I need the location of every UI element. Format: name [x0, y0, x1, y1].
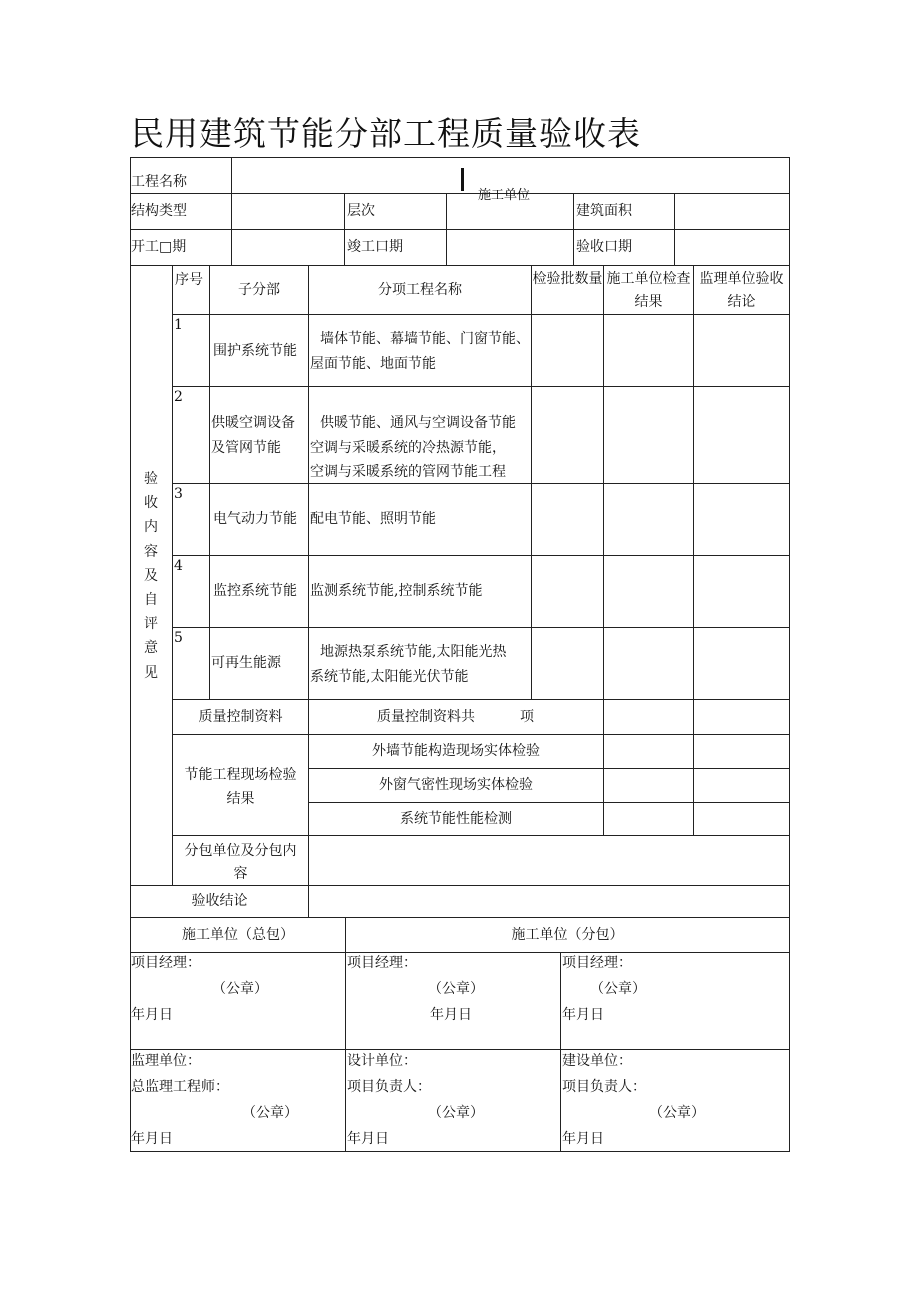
grid-line: [130, 265, 790, 266]
site-test-item: 外窗气密性现场实体检验: [379, 777, 533, 793]
acceptance-date-label: 验收口期: [576, 239, 632, 255]
floors-label: 层次: [347, 203, 375, 219]
grid-line: [345, 917, 346, 1152]
row-item-line: 监测系统节能,控制系统节能: [310, 583, 483, 599]
col-header-contractor-check: 施工单位检查结果: [606, 271, 691, 310]
row-sub-division: 监控系统节能: [213, 583, 297, 599]
sign-date: 年月日: [562, 1007, 604, 1023]
seal-label: （公章）: [428, 1105, 484, 1121]
project-name-label: 工程名称: [131, 174, 187, 190]
grid-line: [446, 193, 447, 265]
col-header-sub-division: 子分部: [238, 282, 280, 298]
signer-role: 项目负责人：: [562, 1079, 646, 1095]
structure-type-label: 结构类型: [131, 203, 187, 219]
signer-role: 项目经理：: [347, 955, 417, 971]
signer-role: 项目经理：: [562, 955, 632, 971]
sign-date: 年月日: [131, 1131, 173, 1147]
subcontract-label-line: 容: [233, 866, 248, 882]
row-sub-division: 可再生能源: [211, 655, 281, 671]
grid-line: [173, 555, 790, 556]
grid-line: [130, 193, 790, 194]
sign-date: 年月日: [430, 1007, 472, 1023]
grid-line: [674, 193, 675, 265]
grid-line: [573, 193, 574, 265]
grid-line: [130, 229, 790, 230]
row-no: 1: [174, 317, 183, 333]
seal-label: （公章）: [428, 981, 484, 997]
sign-date: 年月日: [562, 1131, 604, 1147]
seal-label: （公章）: [212, 981, 268, 997]
text-cursor: [461, 168, 464, 191]
grid-line: [531, 265, 532, 699]
seal-label: （公章）: [242, 1105, 298, 1121]
grid-line: [344, 193, 345, 265]
start-date-label: 开工□期: [131, 239, 187, 255]
quality-control-unit: 项: [520, 709, 534, 725]
grid-line: [231, 157, 232, 265]
grid-line: [130, 917, 790, 918]
site-test-label-line: 结果: [226, 791, 255, 807]
unit-label: 建设单位：: [562, 1053, 632, 1069]
subcontract-label-line: 分包单位及分包内: [184, 843, 297, 859]
col-header-supervisor-conclusion: 监理单位验收结论: [699, 271, 784, 310]
col-header-seq: 序号: [175, 272, 203, 288]
row-no: 2: [174, 389, 183, 405]
row-item-line: 系统节能,太阳能光伏节能: [310, 669, 469, 685]
sign-date: 年月日: [131, 1007, 173, 1023]
grid-line: [130, 1151, 790, 1152]
row-item-line: 空调与采暖系统的冷热源节能，: [310, 440, 506, 456]
row-sub-division-line: 及管网节能: [211, 440, 281, 456]
page-title: 民用建筑节能分部工程质量验收表: [131, 114, 641, 153]
subcontractor-header: 施工单位（分包）: [511, 927, 624, 943]
row-sub-division: 电气动力节能: [213, 511, 297, 527]
grid-line: [173, 386, 790, 387]
grid-line: [173, 314, 790, 315]
site-test-label-line: 节能工程现场检验: [184, 767, 297, 783]
grid-line: [603, 265, 604, 835]
row-no: 4: [174, 558, 183, 574]
seal-label: （公章）: [649, 1105, 705, 1121]
grid-line: [130, 1049, 790, 1050]
col-header-batch-count: 检验批数量: [532, 271, 603, 287]
row-item-line: 空调与采暖系统的管网节能工程: [310, 464, 506, 480]
seal-label: （公章）: [590, 981, 646, 997]
grid-line: [308, 802, 790, 803]
signer-role: 项目经理：: [131, 955, 201, 971]
row-sub-division-line: 供暖空调设备: [211, 415, 295, 431]
grid-line: [560, 952, 561, 1152]
grid-line: [130, 157, 790, 158]
conclusion-label: 验收结论: [191, 893, 248, 909]
building-area-label: 建筑面积: [576, 203, 632, 219]
sign-date: 年月日: [347, 1131, 389, 1147]
grid-line: [173, 835, 790, 836]
grid-line: [130, 952, 790, 953]
quality-control-label: 质量控制资料: [198, 709, 283, 725]
quality-control-text: 质量控制资料共: [377, 709, 475, 725]
grid-line: [308, 768, 790, 769]
row-item-line: 地源热泵系统节能,太阳能光热: [320, 644, 507, 660]
construction-unit-label-cropped: 施工单位: [478, 188, 531, 203]
unit-label: 监理单位：: [131, 1053, 201, 1069]
grid-line: [209, 265, 210, 699]
grid-line: [173, 699, 790, 700]
signer-role: 总监理工程师：: [131, 1079, 229, 1095]
grid-line: [173, 627, 790, 628]
site-test-item: 外墙节能构造现场实体检验: [372, 743, 540, 759]
general-contractor-header: 施工单位（总包）: [182, 927, 294, 943]
row-item-line: 墙体节能、幕墙节能、门窗节能、: [320, 331, 530, 347]
row-item-line: 供暖节能、通风与空调设备节能: [320, 415, 516, 431]
unit-label: 设计单位：: [347, 1053, 417, 1069]
site-test-item: 系统节能性能检测: [400, 811, 512, 827]
row-sub-division: 围护系统节能: [213, 343, 297, 359]
grid-line: [693, 265, 694, 835]
col-header-item-name: 分项工程名称: [378, 282, 462, 298]
row-item-line: 配电节能、照明节能: [310, 511, 436, 527]
grid-line: [173, 734, 790, 735]
row-no: 5: [174, 630, 183, 646]
completion-date-label: 竣工口期: [347, 239, 403, 255]
signer-role: 项目负责人：: [347, 1079, 431, 1095]
grid-line: [789, 157, 790, 1152]
row-item-line: 屋面节能、地面节能: [310, 356, 436, 372]
row-no: 3: [174, 486, 183, 502]
section-label-vertical: 验收内容及自评意见: [144, 471, 158, 681]
